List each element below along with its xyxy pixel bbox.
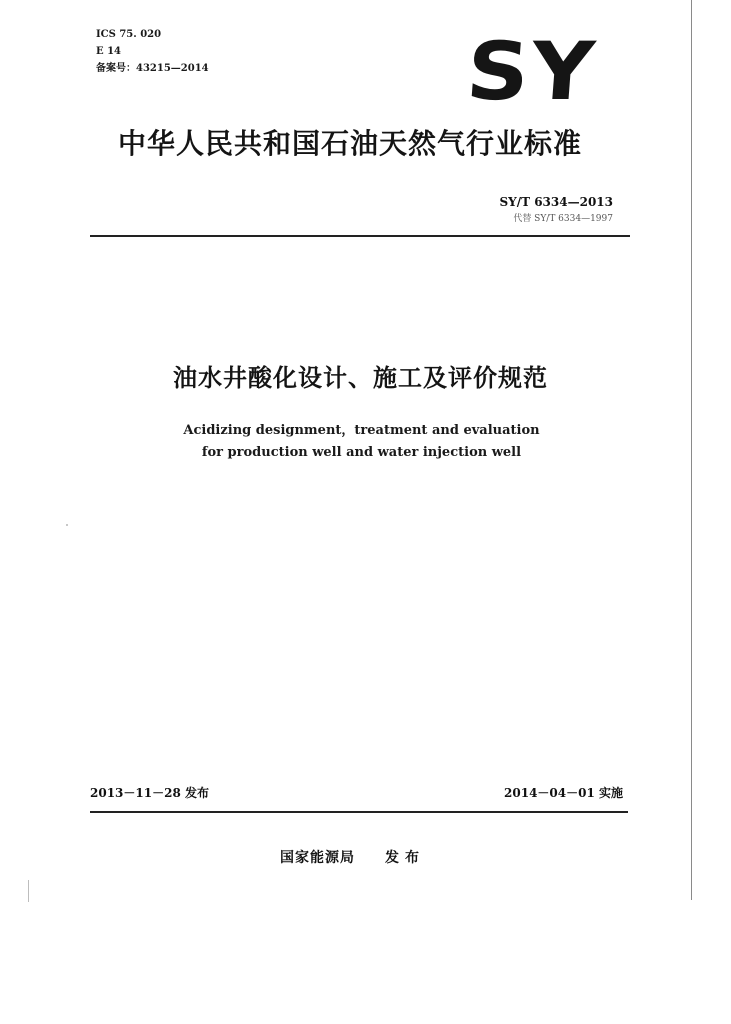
sy-logo: SY (463, 25, 600, 118)
page-edge-left (28, 880, 29, 902)
english-title-line-1: Acidizing designment，treatment and evaluation (183, 423, 540, 438)
publisher-line (280, 848, 425, 868)
scan-speck (66, 524, 68, 526)
ics-code: ICS 75. 020 (96, 29, 162, 40)
standard-code: SY/T 6334—2013 (499, 195, 613, 209)
implementation-date: 2014－04－01 实施 (504, 786, 623, 800)
category-code: E 14 (96, 46, 122, 57)
record-number: 备案号：43215—2014 (96, 63, 209, 74)
top-divider (90, 235, 630, 237)
english-title-line-2: for production well and water injection well (201, 445, 522, 460)
document-title-chinese: 油水井酸化设计、施工及评价规范 (173, 364, 548, 392)
bottom-divider (90, 811, 628, 813)
standard-series-title: 中华人民共和国石油天然气行业标准 (118, 127, 583, 160)
replaced-standard: 代替 SY/T 6334—1997 (513, 214, 613, 224)
issue-date: 2013－11－28 发布 (90, 786, 209, 800)
classification-block (96, 26, 209, 77)
document-title-english (0, 420, 731, 464)
publisher-organization: 国家能源局 (280, 850, 355, 866)
publish-label: 发布 (385, 850, 425, 866)
